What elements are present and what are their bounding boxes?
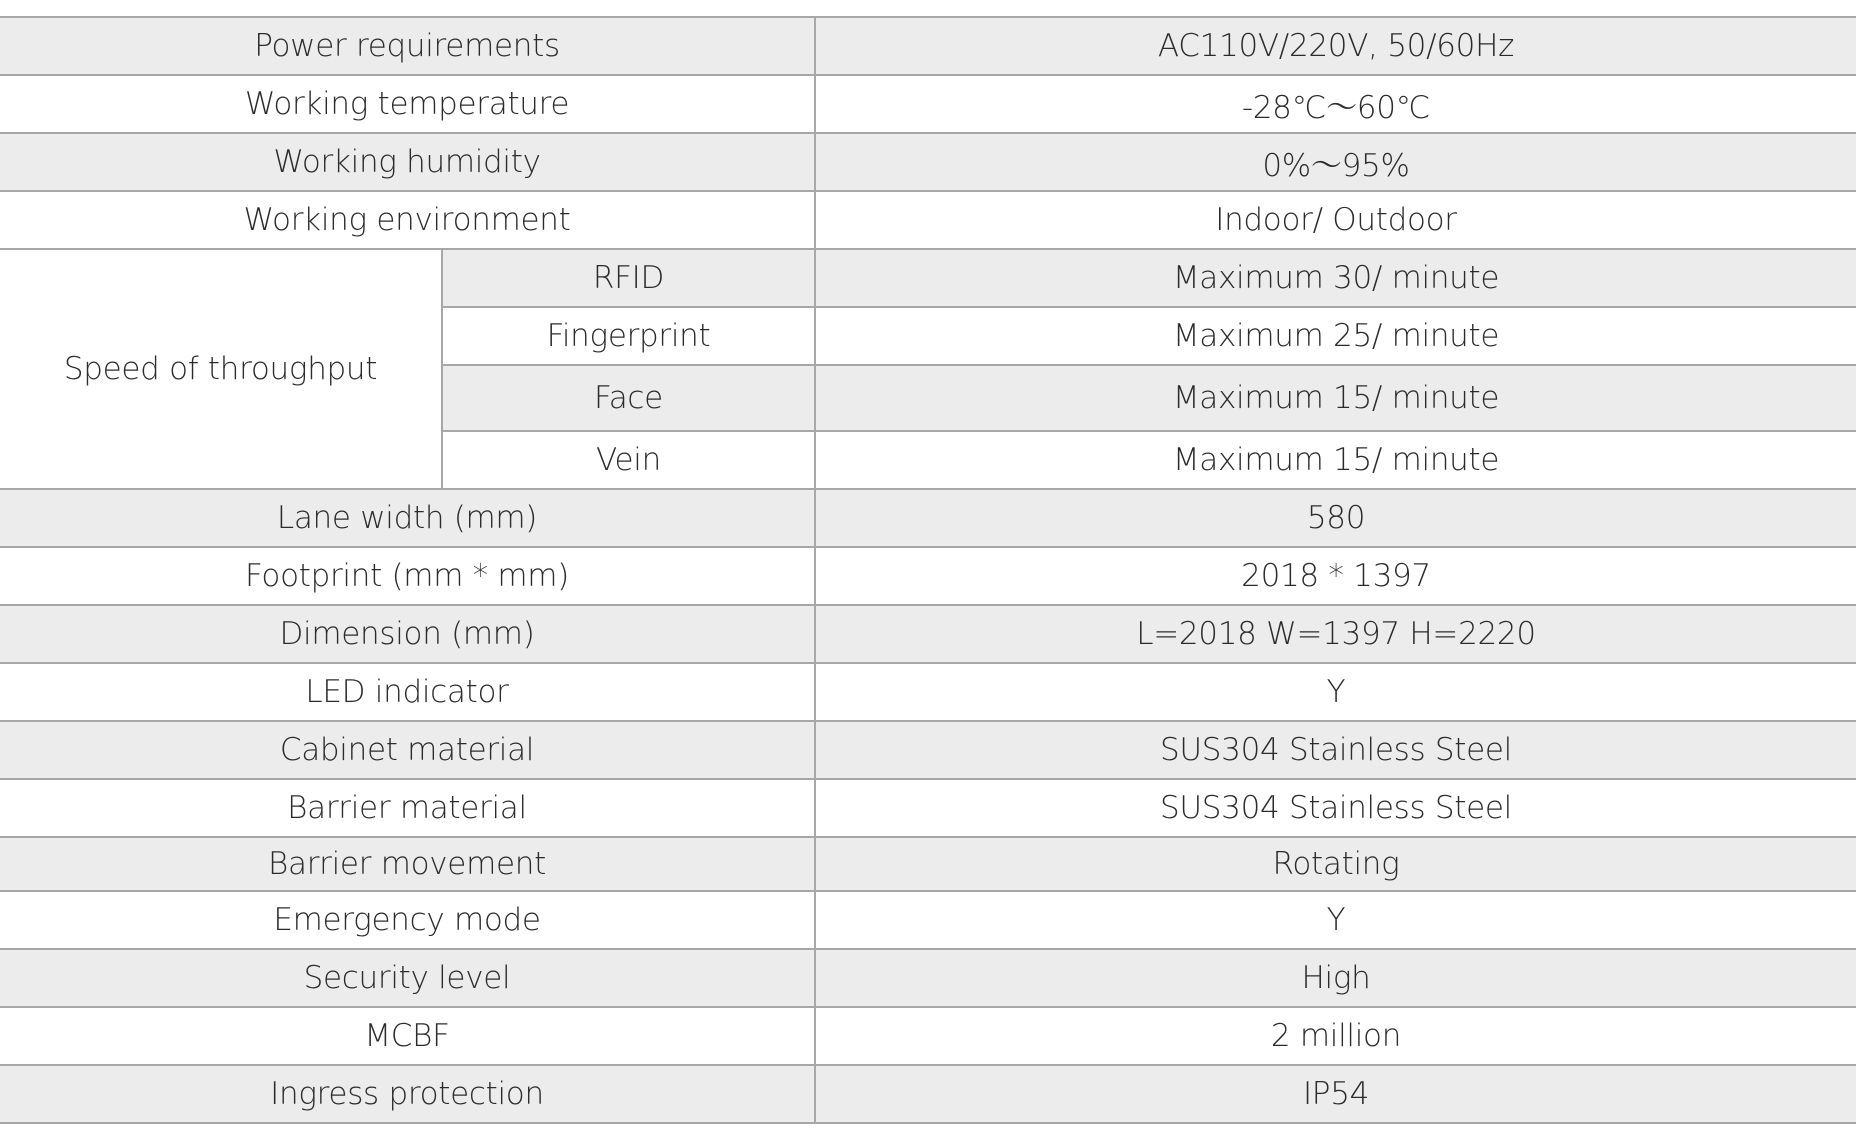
throughput-group-label: Speed of throughput [0,249,442,489]
throughput-method-label: Fingerprint [442,307,815,365]
table-row [0,249,1856,307]
specifications-table [0,16,1856,1124]
table-row [0,1065,1856,1123]
spec-label: Barrier movement [0,837,815,891]
spec-value: 2018 * 1397 [815,547,1856,605]
table-row [0,17,1856,75]
table-row [0,547,1856,605]
table-row [0,949,1856,1007]
spec-label: Cabinet material [0,721,815,779]
spec-label: Working environment [0,191,815,249]
spec-value: Maximum 15/ minute [815,431,1856,489]
spec-value: 2 million [815,1007,1856,1065]
spec-label: Lane width (mm) [0,489,815,547]
spec-label: Barrier material [0,779,815,837]
spec-value: Y [815,663,1856,721]
spec-value: AC110V/220V, 50/60Hz [815,17,1856,75]
table-row [0,721,1856,779]
table-row [0,191,1856,249]
table-row [0,891,1856,949]
spec-value: IP54 [815,1065,1856,1123]
spec-value: SUS304 Stainless Steel [815,721,1856,779]
table-row [0,1007,1856,1065]
spec-value: High [815,949,1856,1007]
spec-value: -28℃～60℃ [815,75,1856,133]
spec-label: Security level [0,949,815,1007]
spec-label: Dimension (mm) [0,605,815,663]
table-row [0,133,1856,191]
spec-label: Power requirements [0,17,815,75]
spec-value: 0%～95% [815,133,1856,191]
table-row [0,837,1856,891]
spec-value: L=2018 W=1397 H=2220 [815,605,1856,663]
spec-label: Working temperature [0,75,815,133]
spec-label: Working humidity [0,133,815,191]
table-row [0,779,1856,837]
table-row [0,75,1856,133]
spec-value: Y [815,891,1856,949]
table-row [0,605,1856,663]
throughput-method-label: Vein [442,431,815,489]
spec-value: 580 [815,489,1856,547]
table-row [0,663,1856,721]
spec-value: Rotating [815,837,1856,891]
spec-value: Indoor/ Outdoor [815,191,1856,249]
spec-value: SUS304 Stainless Steel [815,779,1856,837]
spec-value: Maximum 25/ minute [815,307,1856,365]
spec-value: Maximum 15/ minute [815,365,1856,431]
spec-label: LED indicator [0,663,815,721]
throughput-method-label: RFID [442,249,815,307]
spec-label: MCBF [0,1007,815,1065]
spec-label: Emergency mode [0,891,815,949]
spec-label: Ingress protection [0,1065,815,1123]
spec-label: Footprint (mm * mm) [0,547,815,605]
spec-value: Maximum 30/ minute [815,249,1856,307]
throughput-method-label: Face [442,365,815,431]
table-row [0,489,1856,547]
